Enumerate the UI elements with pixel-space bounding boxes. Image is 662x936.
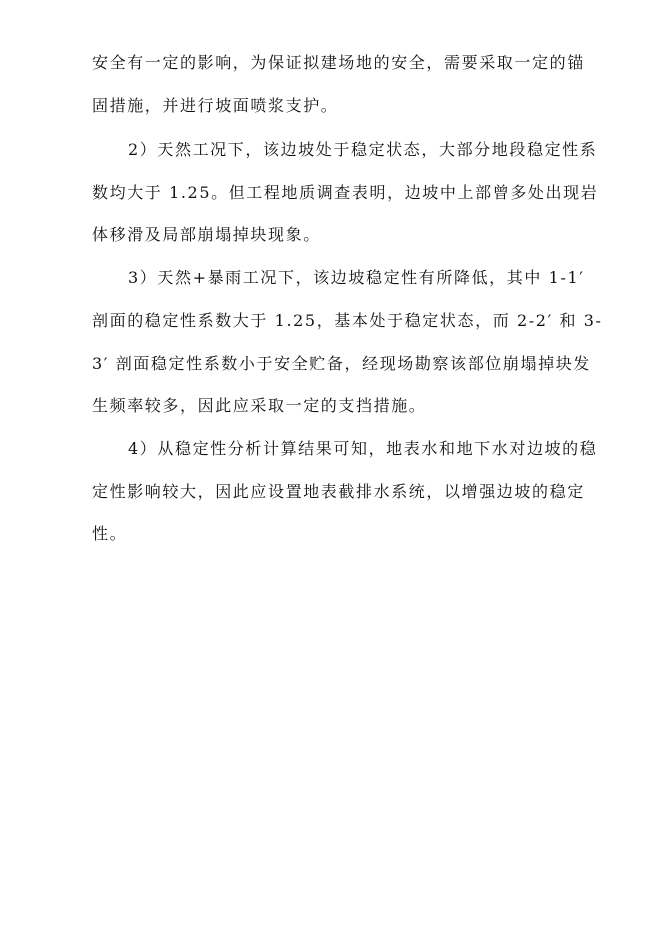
text-line: 数均大于 1.25。但工程地质调查表明，边坡中上部曾多处出现岩 (92, 183, 599, 202)
paragraph-4-start: 4）从稳定性分析计算结果可知，地表水和地下水对边坡的稳 (128, 439, 598, 458)
text-line: 性。 (92, 524, 128, 543)
text-line: 3′ 剖面稳定性系数小于安全贮备，经现场勘察该部位崩塌掉块发 (92, 354, 591, 373)
text-line: 剖面的稳定性系数大于 1.25，基本处于稳定状态，而 2-2′ 和 3- (92, 311, 603, 330)
text-line: 生频率较多，因此应采取一定的支挡措施。 (92, 396, 427, 415)
text-line: 定性影响较大，因此应设置地表截排水系统，以增强边坡的稳定 (92, 482, 585, 501)
text-line: 固措施，并进行坡面喷浆支护。 (92, 96, 339, 115)
text-line: 体移滑及局部崩塌掉块现象。 (92, 225, 321, 244)
paragraph-3-start: 3）天然+暴雨工况下，该边坡稳定性有所降低，其中 1-1′ (128, 268, 585, 287)
text-line: 安全有一定的影响，为保证拟建场地的安全，需要采取一定的锚 (92, 53, 585, 72)
paragraph-2-start: 2）天然工况下，该边坡处于稳定状态，大部分地段稳定性系 (128, 140, 598, 159)
